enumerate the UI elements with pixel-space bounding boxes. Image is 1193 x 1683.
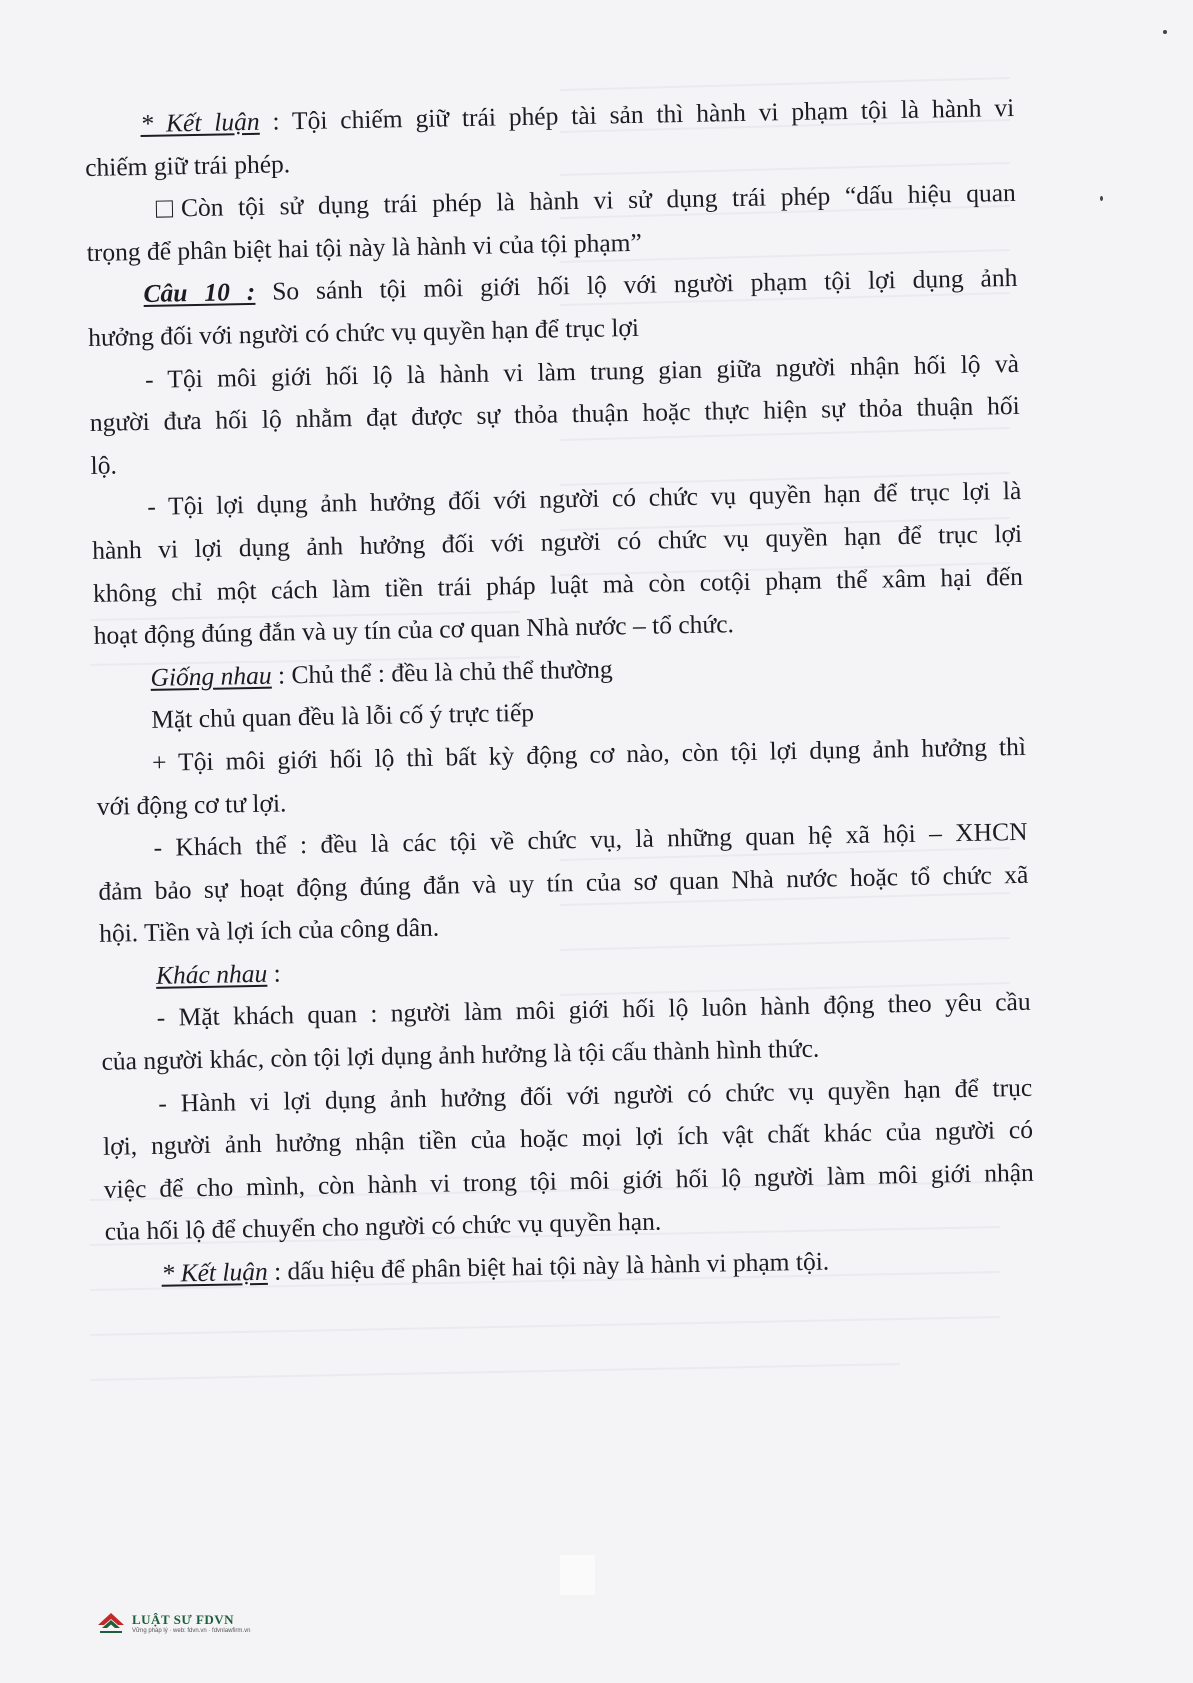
paragraph-line: trọng để phân biệt hai tội này là hành vi của tội phạm” (86, 227, 643, 267)
paragraph-line: hưởng đối với người có chức vụ quyền hạn để trục lợi (88, 312, 640, 352)
paragraph-line: - Mặt khách quan : người làm môi giới hối lộ luôn hành động theo yêu cầu (156, 987, 1031, 1033)
paragraph-line: hoạt động đúng đắn và uy tín của cơ quan Nhà nước – tổ chức. (93, 609, 735, 651)
paragraph-line: - Khách thể : đều là các tội về chức vụ, là những quan hệ xã hội – XHCN (153, 816, 1028, 862)
paragraph-line: Còn tội sử dụng trái phép là hành vi sử dụng trái phép “dấu hiệu quan (86, 172, 1017, 232)
paragraph-line: lợi, người ảnh hưởng nhận tiền của hoặc mọi lợi ích vật chất khác của người có (102, 1115, 1034, 1162)
conclusion-label: * Kết luận (161, 1256, 268, 1288)
paragraph-line: Khác nhau : (155, 958, 281, 990)
paragraph-line: - Hành vi lợi dụng ảnh hưởng đối với người có chức vụ quyền hạn để trục (158, 1072, 1033, 1118)
paragraph-line: hành vi lợi dụng ảnh hưởng đối với người có chức vụ quyền hạn để trục lợi (91, 518, 1023, 565)
paragraph-line: Mặt chủ quan đều là lỗi cố ý trực tiếp (151, 698, 535, 735)
question-heading: Câu 10 : So sánh tội môi giới hối lộ với người phạm tội lợi dụng ảnh (143, 263, 1018, 309)
paragraph-line: của người khác, còn tội lợi dụng ảnh hưởng là tội cấu thành hình thức. (101, 1033, 820, 1076)
logo-text (132, 1613, 250, 1634)
paragraph-line: việc để cho mình, còn hành vi trong tội môi giới hối lộ người làm môi giới nhận (103, 1157, 1034, 1204)
similarities-label: Giống nhau (150, 660, 272, 692)
paragraph-line: với động cơ tư lợi. (96, 787, 287, 821)
checkbox-icon (156, 201, 173, 218)
paragraph-line: người đưa hối lộ nhằm đạt được sự thỏa thuận hoặc thực hiện sự thỏa thuận hối (89, 391, 1020, 438)
paragraph-line: hội. Tiền và lợi ích của công dân. (98, 912, 440, 949)
fdvn-logo-icon (96, 1609, 126, 1637)
paragraph-line: - Tội lợi dụng ảnh hưởng đối với người có chức vụ quyền hạn để trục lợi là (147, 476, 1022, 522)
paragraph-line: lộ. (90, 450, 118, 480)
logo-name: LUẬT SƯ FDVN (132, 1611, 235, 1627)
paragraph-line: không chỉ một cách làm tiền trái pháp luật mà còn cotội phạm thể xâm hại đến (92, 561, 1024, 608)
paragraph-line: * Kết luận : Tội chiếm giữ trái phép tài sản thì hành vi phạm tội là hành vi (140, 92, 1015, 138)
scan-speck (1163, 30, 1167, 34)
document-body (84, 87, 1036, 1296)
paragraph-line: của hối lộ để chuyển cho người có chức vụ quyền hạn. (104, 1207, 662, 1247)
paragraph-line: chiếm giữ trái phép. (84, 148, 291, 182)
paragraph-line: đảm bảo sự hoạt động đúng đắn và uy tín của sơ quan Nhà nước hoặc tổ chức xã (98, 859, 1029, 906)
paragraph-line: * Kết luận : dấu hiệu để phân biệt hai tội này là hành vi phạm tội. (161, 1246, 830, 1288)
scan-speck (1100, 196, 1103, 201)
fdvn-logo (96, 1605, 250, 1641)
paragraph-line: + Tội môi giới hối lộ thì bất kỳ động cơ nào, còn tội lợi dụng ảnh hưởng thì (151, 731, 1027, 777)
logo-subtitle: Vững pháp lý · web: fdvn.vn · fdvnlawfirm.vn (132, 1627, 251, 1634)
paragraph-line: - Tội môi giới hối lộ là hành vi làm trung gian giữa người nhận hối lộ và (144, 348, 1020, 394)
paragraph-line: Giống nhau : Chủ thể : đều là chủ thể thường (150, 654, 613, 692)
conclusion-label: * Kết luận (140, 106, 260, 138)
question-number: Câu 10 : (143, 277, 256, 309)
differences-label: Khác nhau (155, 958, 268, 990)
